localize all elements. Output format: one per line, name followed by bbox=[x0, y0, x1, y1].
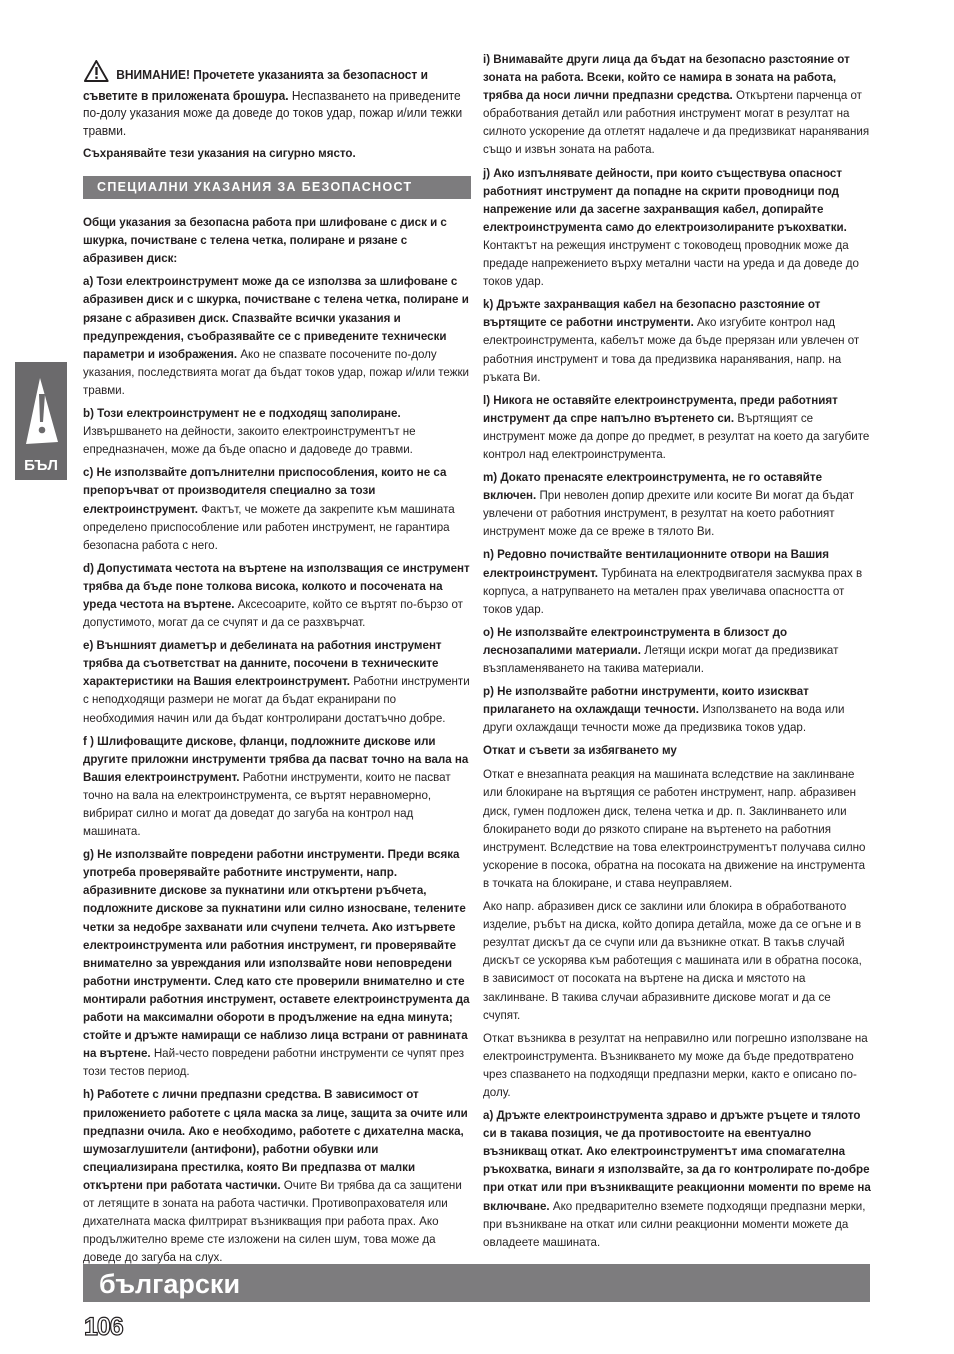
item-g: g) Не използвайте повредени работни инструменти. Преди всяка употреба проверявайте работните инструменти, напр. абразивните дискове за пукнатини или откъртени ръбчета, подложните дискове за пукнатини или силно износване, телените четки за недобре захванати или счупени телчета. Ако изтървете електроинструмента или работния инструмент, ги проверявайте внимателно за увреждания или използвайте нови неповредени работни инструменти. След като сте проверили внимателно и сте монтирали работния инструмент, оставете електроинструмента да работи на максимални обороти в продължение на една минута; стойте и дръжте намиращи се наблизо лица встрани от равнината на въртене. Най-често повредени работни инструменти се чупят през този тестов период. bbox=[83, 847, 470, 1079]
item-c: c) Не използвайте допълнителни приспособления, които не са препоръчват от производителя специално за този електроинструмент. Фактът, че можете да закрепите към машината определено приспособление или работен инструмент, не гарантира безопасна работа с него. bbox=[83, 465, 455, 552]
item-f: f ) Шлифоващите дискове, фланци, подложните дискове или другите приложни инструменти трябва да пасват точно на вала на Вашия електроинструмент. Работни инструменти, които не пасват точно на вала на електроинструмента, се въртят неравномерно, вибрират силно и могат да доведат до загуба на контрол над машината. bbox=[83, 733, 469, 839]
language-title-bar bbox=[83, 1264, 870, 1302]
warning-keep: Съхранявайте тези указания на сигурно място. bbox=[83, 146, 356, 160]
warning-body: Неспазването на приведените по-долу указания може да доведе до токов удар, пожар и/или тежки травми. bbox=[83, 88, 463, 138]
page-number: 106 bbox=[84, 1313, 123, 1341]
item-h: h) Работете с лични предпазни средства. В зависимост от приложението работете с цяла маска за лице, защита за очите или предпазни очила. Ако е необходимо, работете с дихателна маска, шумозаглушители (антифони), работни обувки или специализирана престилка, която Ви предпазва от малки откъртени при работата частички. Очите Ви трябва да са защитени от летящите в зоната на работа частички. Противопрахователя или дихателната маска филтрират възникващия при работа прах. Ако продължително време сте изложени на силен шум, това може да доведе до загуба на слух. bbox=[83, 1087, 468, 1265]
kickback-paragraph-3: Откат възниква в резултат на неправилно или погрешно използване на електроинструмента. Възникването му може да бъде предотвратено чрез спазването на подходящи предпазни мерки, както е описано по-долу. bbox=[483, 1030, 868, 1099]
left-column bbox=[83, 50, 471, 1271]
kickback-paragraph-2: Ако напр. абразивен диск се заклини или блокира в обработваното изделие, ръбът на диска, който допира детайла, може да се огъне и в резултат дискът да се счупи или да възникне откат. В такъв случай дискът се ускорява към работещия с машината или в обратна посока, в зависимост от посоката на въртене на диска и мястото на заклинване. В такива случаи абразивните дискове могат и да се счупят. bbox=[483, 899, 862, 1022]
item-j: j) Ако изпълнявате дейности, при които съществува опасност работният инструмент да попадне на скрити проводници под напрежение или да засегне захранващия кабел, допирайте електроинструмента само до електроизолираните ръкохватки. Контактът на режещия инструмент с тоководещ проводник може да предаде напрежението върху метални части на уреда и да доведе до токов удар. bbox=[483, 165, 859, 289]
section-title-bar: СПЕЦИАЛНИ УКАЗАНИЯ ЗА БЕЗОПАСНОСТ bbox=[83, 176, 471, 199]
exclamation-icon bbox=[20, 370, 62, 453]
item-l: l) Никога не оставяйте електроинструмента, преди работният инструмент да спре напълно въртенето си. Въртящият се инструмент може да допре до предмет, в резултат на което да загубите контрол над електроинструмента. bbox=[483, 392, 870, 461]
item-k: k) Дръжте захранващия кабел на безопасно разстояние от въртящите се работни инструменти. Ако изгубите контрол над електроинструмента, кабелът може да бъде прерязан или увлечен от работния инструмент и това да предизвика наранявания, напр. на ръката Ви. bbox=[483, 297, 860, 384]
item-d: d) Допустимата честота на въртене на използващия се инструмент трябва да бъде поне толкова висока, колкото и посочената на уреда честота на въртене. Аксесоарите, който се въртят по-бързо от допустимото, могат да се счупят и да се разхвърчат. bbox=[83, 560, 470, 630]
item-a: a) Този електроинструмент може да се използва за шлифоване с абразивен диск и с шкурка, почистване с телена четка, полиране и рязане с абразивен диск. Спазвайте всички указания и предупреждения, съобразявайте се с приведените технически параметри и изображения. Ако не спазвате посочените по-долу указания, последствията могат да бъдат токов удар, пожар и/или тежки травми. bbox=[83, 274, 470, 397]
item-n: n) Редовно почиствайте вентилационните отвори на Вашия електроинструмент. Турбината на електродвигателя засмуква прах в корпуса, а натрупването на метален прах увеличава опасността от токов удар. bbox=[483, 547, 863, 616]
warning-block bbox=[83, 60, 470, 140]
language-side-tab bbox=[15, 362, 67, 480]
side-tab-label: БЪЛ bbox=[24, 457, 58, 474]
item-b: b) Този електроинструмент не е подходящ заполиране. Извършването на дейности, закоито електроинструментът не епредназначен, може да бъде опасно и дадоведе до травми. bbox=[83, 406, 416, 457]
item-e: e) Външният диаметър и дебелината на работния инструмент трябва да съответстват на данните, посочени в техническите характеристики на Вашия електроинструмент. Работни инструменти с неподходящи размери не могат да бъдат екранирани по необходимия начин или да бъдат контролирани достатъчно добре. bbox=[83, 638, 470, 725]
kickback-heading: Откат и съвети за избягването му bbox=[483, 743, 677, 758]
language-title: български bbox=[99, 1269, 241, 1299]
kickback-item-a: a) Дръжте електроинструмента здраво и дръжте ръцете и тялото си в такава позиция, че да противостоите на евентуално възникващ откат. Ако електроинструментът има спомагателна ръкохватка, винаги я използвайте, за да го контролирате по-добре при откат или при възникващите реакционни моменти по време на включване. Ако предварително вземете подходящи предпазни мерки, при възникване на откат или силни реакционни моменти можете да овладеете машината. bbox=[483, 1108, 871, 1249]
warning-heading: ВНИМАНИЕ! Прочетете указанията за безопасност и съветите в приложената брошура. bbox=[83, 68, 428, 103]
item-p: p) Не използвайте работни инструменти, които изискват прилагането на охлаждащи течности. Използването на вода или други охлаждащи течности може да предизвика токов удар. bbox=[483, 684, 845, 735]
general-heading: Общи указания за безопасна работа при шлифоване с диск и с шкурка, почистване с телена четка, полиране и рязане с абразивен диск: bbox=[83, 215, 447, 266]
item-m: m) Докато пренасяте електроинструмента, не го оставяйте включен. При неволен допир дрехите или косите Ви могат да бъдат увлечени от работния инструмент, в резултат на което работният инструмент може да се вреже в тялото Ви. bbox=[483, 470, 855, 539]
item-i: i) Внимавайте други лица да бъдат на безопасно разстояние от зоната на работа. Всеки, който се намира в зоната на работа, трябва да носи лични предпазни средства. Откъртени парченца от обработвания детайл или работния инструмент могат в резултат на силното ускорение да отлетят надалече и да предизвикат наранявания също и извън зоната на работа. bbox=[483, 52, 870, 157]
item-o: o) Не използвайте електроинструмента в близост до леснозапалими материали. Летящи искри могат да предизвикат възпламеняването на такива материали. bbox=[483, 624, 839, 675]
warning-triangle-icon bbox=[84, 60, 109, 88]
right-column bbox=[483, 50, 872, 1256]
kickback-paragraph-1: Откат е внезапната реакция на машината вследствие на заклинване или блокиране на въртящия се работен инструмент, напр. абразивен диск, гумен подложен диск, телена четка и др. п. Заклинването или блокирането води до рязкото спиране на въртенето на работния инструмент. Вследствие на това електроинструментът получава силно ускорение в посока, обратна на посоката на движение на инструмента в точката на блокиране, и става неуправляем. bbox=[483, 767, 866, 890]
